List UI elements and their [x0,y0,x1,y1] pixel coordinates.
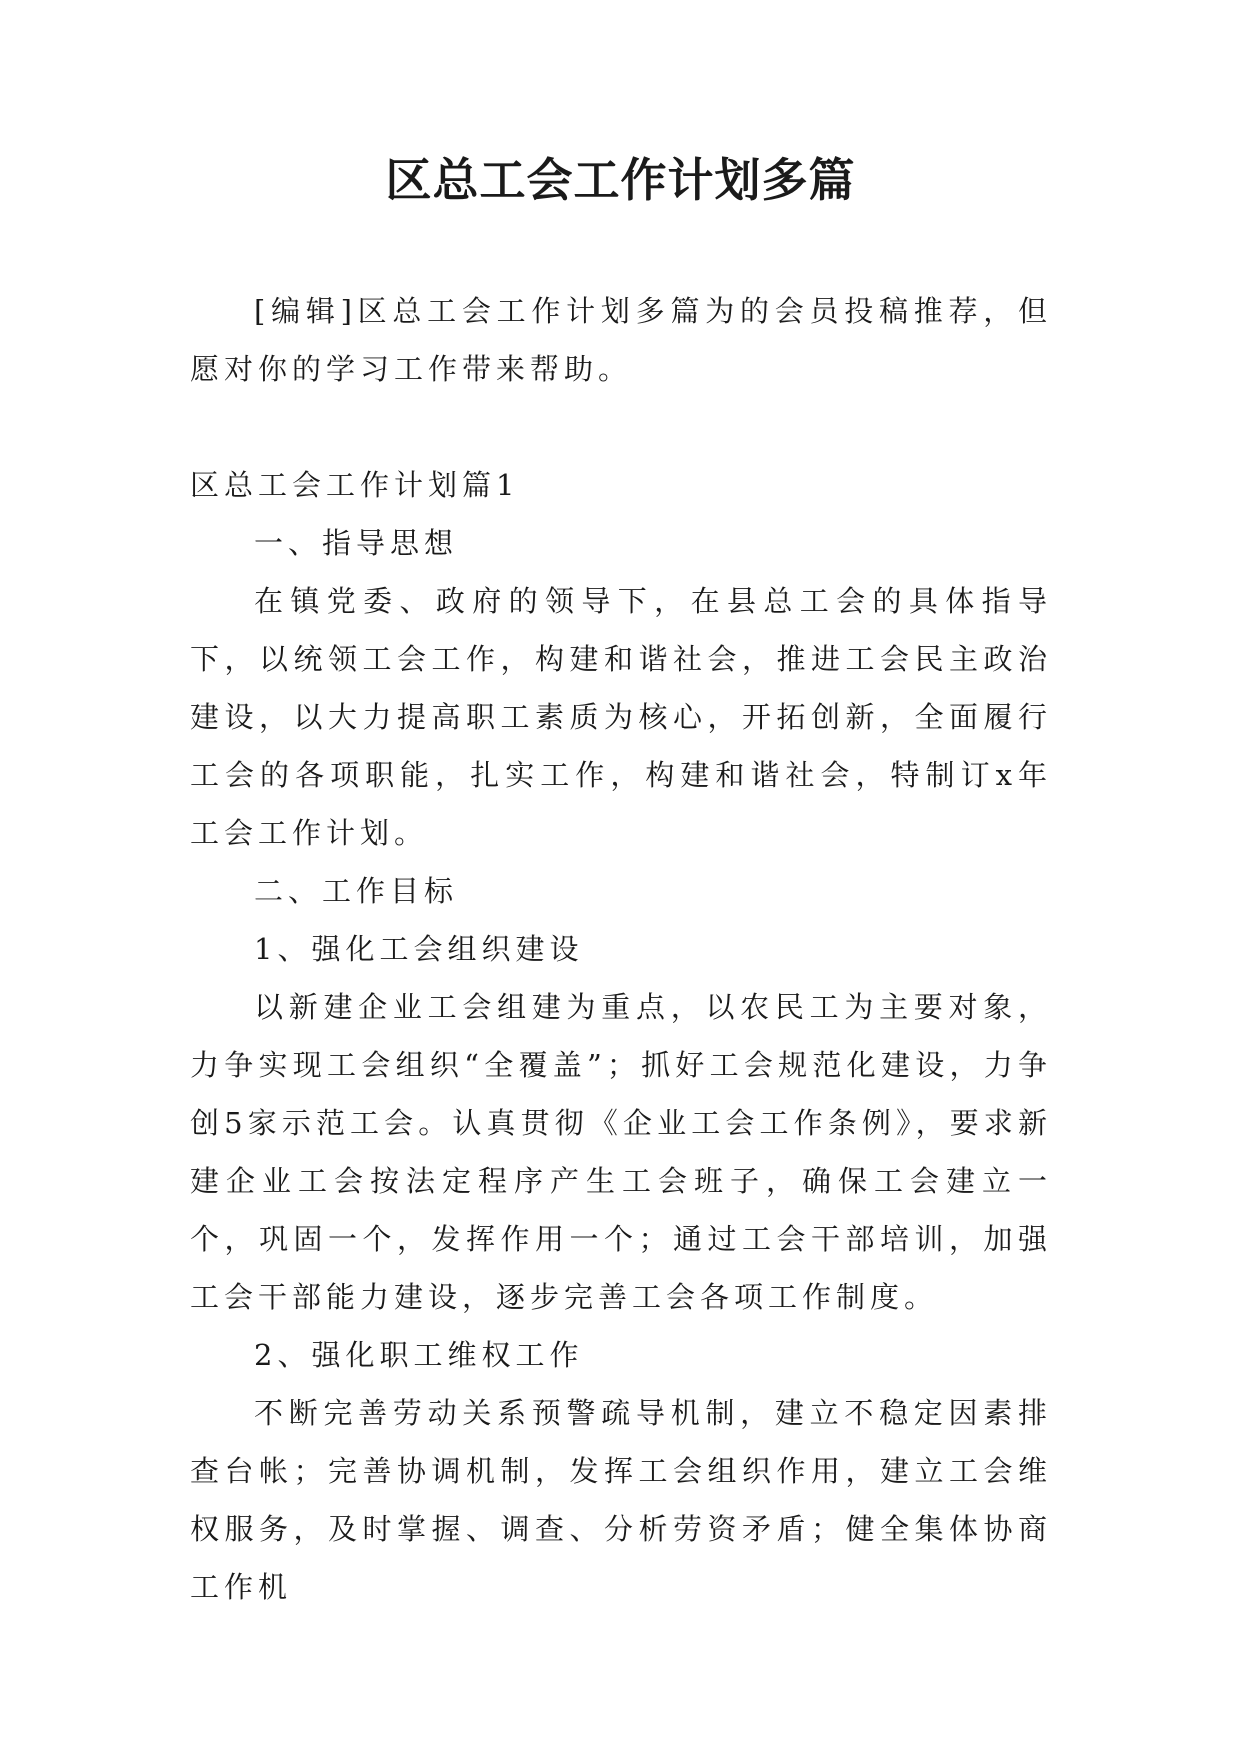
heading-work-goals: 二、工作目标 [254,874,459,908]
paragraph-guiding-ideology: 在镇党委、政府的领导下，在县总工会的具体指导下，以统领工会工作，构建和谐社会，推进工会民主政治建设，以大力提高职工素质为核心，开拓创新，全面履行工会的各项职能，扎实工作，构建和谐社会，特制订x年工会工作计划。 [190,584,1052,850]
subheading-organization-building: 1、强化工会组织建设 [254,932,584,966]
section-heading: 区总工会工作计划篇1 [190,468,520,502]
document-title: 区总工会工作计划多篇 [385,153,856,207]
paragraph-rights-protection: 不断完善劳动关系预警疏导机制，建立不稳定因素排查台帐；完善协调机制，发挥工会组织作用，建立工会维权服务，及时掌握、调查、分析劳资矛盾；健全集体协商工作机 [190,1396,1052,1604]
document-body [190,282,1052,1616]
blank-line [190,398,1052,456]
subheading-rights-protection: 2、强化职工维权工作 [254,1338,584,1372]
paragraph-organization-building: 以新建企业工会组建为重点，以农民工为主要对象，力争实现工会组织“全覆盖”；抓好工会规范化建设，力争创5家示范工会。认真贯彻《企业工会工作条例》，要求新建企业工会按法定程序产生工会班子，确保工会建立一个，巩固一个，发挥作用一个；通过工会干部培训，加强工会干部能力建设，逐步完善工会各项工作制度。 [190,990,1052,1314]
heading-guiding-ideology: 一、指导思想 [254,526,459,560]
intro-paragraph: [编辑]区总工会工作计划多篇为的会员投稿推荐，但愿对你的学习工作带来帮助。 [190,294,1052,386]
